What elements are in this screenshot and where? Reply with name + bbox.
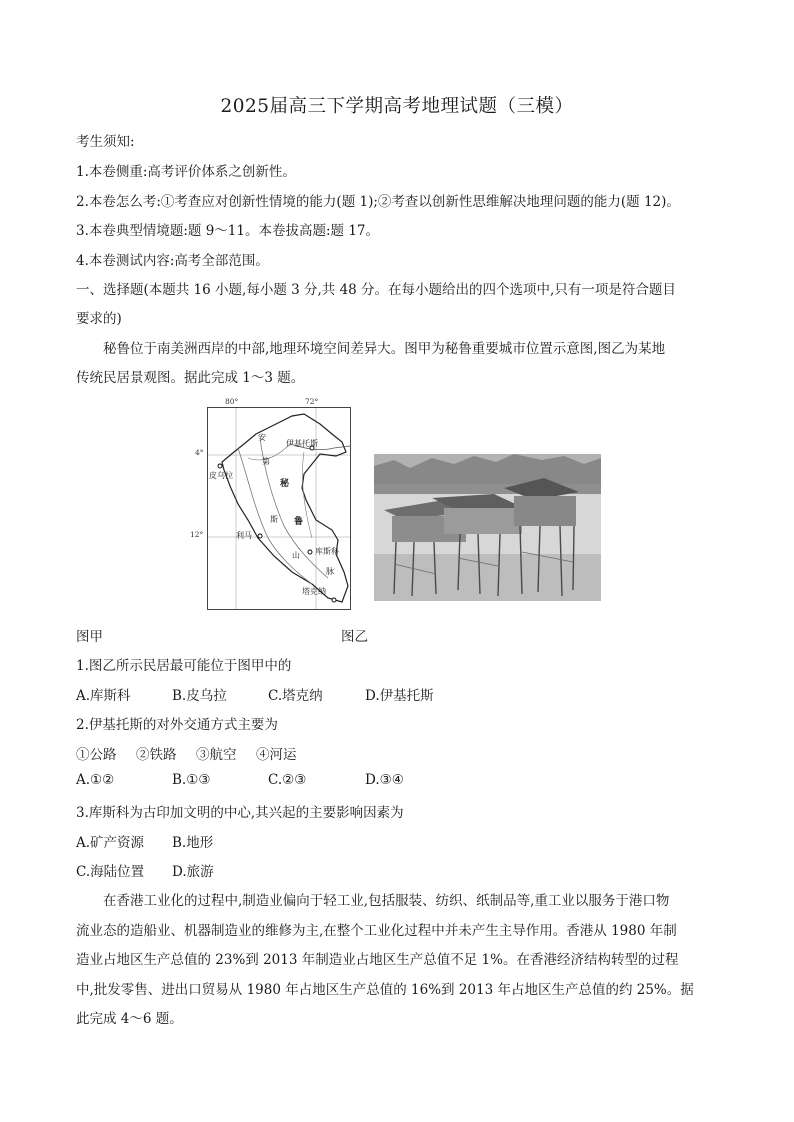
- notice-item-1: 1.本卷侧重:高考评价体系之创新性。: [76, 164, 296, 180]
- passage2-line3: 造业占地区生产总值的 23%到 2013 年制造业占地区生产总值不足 1%。在香港经济结构转型的过程: [76, 952, 679, 968]
- peru-map: [207, 407, 351, 610]
- notice-item-4: 4.本卷测试内容:高考全部范围。: [76, 253, 269, 269]
- lon-label-80: 80°: [225, 397, 239, 406]
- city-label-piura: 皮乌拉: [209, 471, 233, 480]
- stilt-house-photo: [374, 454, 601, 601]
- q1-option-c[interactable]: C.塔克纳: [268, 688, 323, 704]
- passage1-line1: 秘鲁位于南美洲西岸的中部,地理环境空间差异大。图甲为秘鲁重要城市位置示意图,图乙为某地: [103, 341, 666, 357]
- q1-option-a[interactable]: A.库斯科: [76, 688, 131, 704]
- q2-item-4: ④河运: [256, 747, 297, 763]
- range-char-4: 山: [292, 551, 300, 560]
- range-char-3: 斯: [270, 515, 278, 524]
- lon-label-72: 72°: [305, 397, 319, 406]
- range-char-1: 安: [258, 433, 266, 442]
- q2-item-2: ②铁路: [136, 747, 177, 763]
- lat-label-4: 4°: [195, 448, 204, 457]
- passage2-line5: 此完成 4～6 题。: [76, 1011, 183, 1027]
- city-dot-tacna: [332, 598, 336, 602]
- q3-option-c[interactable]: C.海陆位置: [76, 864, 145, 880]
- city-label-cusco: 库斯科: [315, 547, 339, 556]
- section-heading-cont: 要求的): [76, 311, 122, 327]
- q1-stem: 1.图乙所示民居最可能位于图甲中的: [76, 658, 292, 674]
- q2-option-d[interactable]: D.③④: [365, 772, 404, 788]
- notice-item-2: 2.本卷怎么考:①考查应对创新性情境的能力(题 1);②考查以创新性思维解决地理问题的能力(题 12)。: [76, 194, 680, 210]
- country-char-2: 鲁: [294, 517, 304, 527]
- lat-label-12: 12°: [190, 530, 204, 539]
- passage2-line4: 中,批发零售、进出口贸易从 1980 年占地区生产总值的 16%到 2013 年占地区生产总值的约 25%。据: [76, 982, 694, 998]
- q1-option-b[interactable]: B.皮乌拉: [172, 688, 227, 704]
- city-label-iquitos: 伊基托斯: [286, 439, 318, 448]
- q3-stem: 3.库斯科为古印加文明的中心,其兴起的主要影响因素为: [76, 805, 404, 821]
- q3-option-b[interactable]: B.地形: [172, 835, 214, 851]
- city-dot-lima: [258, 534, 262, 538]
- q2-stem: 2.伊基托斯的对外交通方式主要为: [76, 717, 278, 733]
- q3-option-d[interactable]: D.旅游: [172, 864, 214, 880]
- passage2-line1: 在香港工业化的过程中,制造业偏向于轻工业,包括服装、纺织、纸制品等,重工业以服务于港口物: [103, 893, 670, 909]
- notice-item-3: 3.本卷典型情境题:题 9～11。本卷拔高题:题 17。: [76, 223, 380, 239]
- q2-option-c[interactable]: C.②③: [268, 772, 307, 788]
- passage2-line2: 流业态的造船业、机器制造业的维修为主,在整个工业化过程中并未产生主导作用。香港从 1980 年制: [76, 923, 677, 939]
- q2-option-a[interactable]: A.①②: [76, 772, 115, 788]
- city-dot-piura: [218, 464, 222, 468]
- range-char-5: 脉: [326, 567, 334, 576]
- city-dot-cusco: [308, 550, 312, 554]
- map-graphic: [208, 408, 350, 609]
- caption-fig-b: 图乙: [341, 629, 368, 645]
- section-heading: 一、选择题(本题共 16 小题,每小题 3 分,共 48 分。在每小题给出的四个选项中,只有一项是符合题目: [76, 282, 676, 298]
- q2-item-1: ①公路: [76, 747, 117, 763]
- page-title: 2025届高三下学期高考地理试题（三模）: [220, 96, 574, 117]
- country-char-1: 秘: [280, 479, 290, 489]
- range-char-2: 第: [262, 457, 270, 466]
- notice-heading: 考生须知:: [76, 134, 135, 150]
- q2-item-3: ③航空: [196, 747, 237, 763]
- city-label-tacna: 塔克纳: [302, 587, 326, 596]
- q1-option-d[interactable]: D.伊基托斯: [365, 688, 434, 704]
- q3-option-a[interactable]: A.矿产资源: [76, 835, 145, 851]
- photo-graphic: [374, 454, 601, 601]
- passage1-line2: 传统民居景观图。据此完成 1～3 题。: [76, 370, 305, 386]
- city-label-lima: 利马: [236, 531, 252, 540]
- caption-fig-a: 图甲: [76, 629, 103, 645]
- q2-option-b[interactable]: B.①③: [172, 772, 211, 788]
